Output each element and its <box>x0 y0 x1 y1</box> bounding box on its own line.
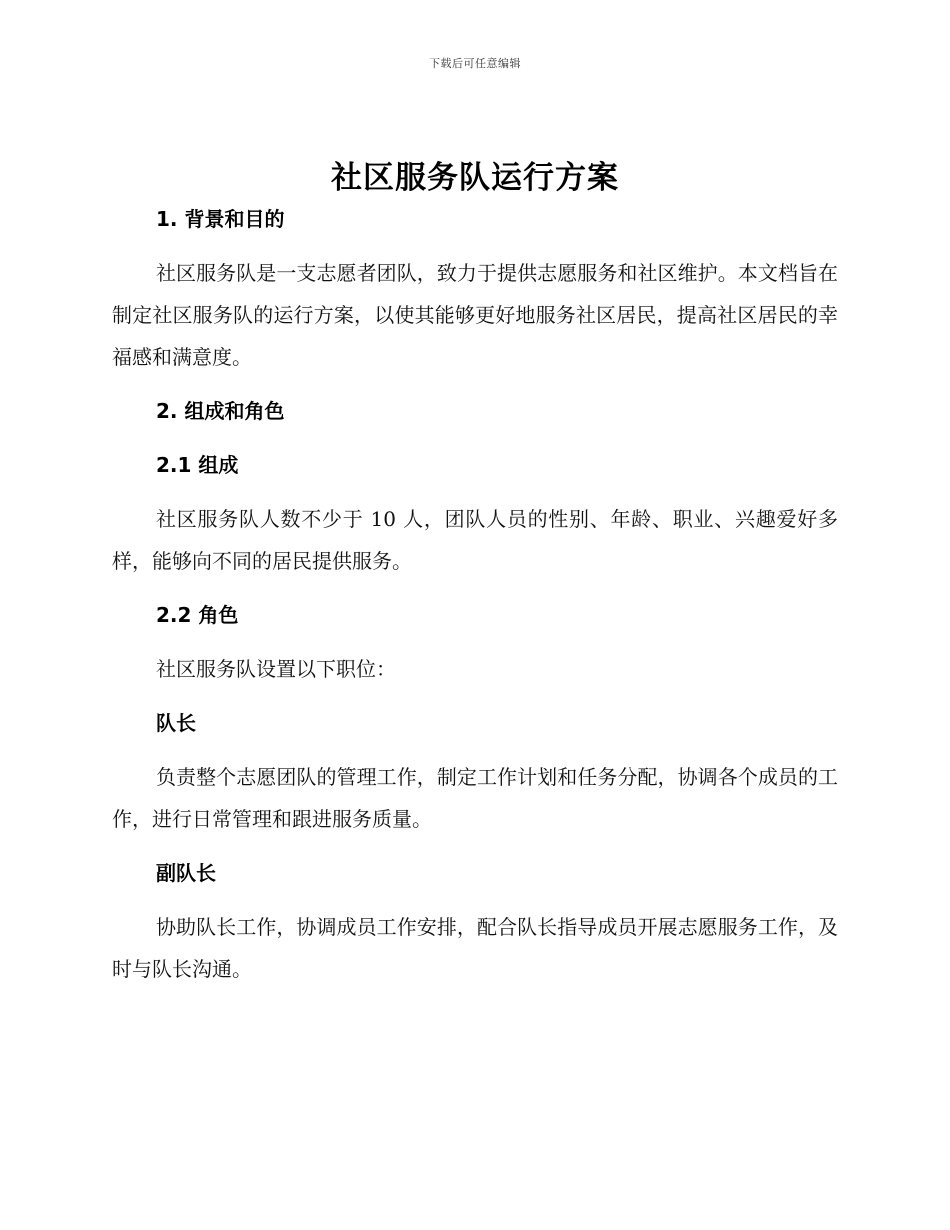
section-body-composition: 社区服务队人数不少于 10 人，团队人员的性别、年龄、职业、兴趣爱好多样，能够向不同的居民提供服务。 <box>112 507 838 573</box>
section-heading-roles: 2.2 角色 <box>156 603 239 627</box>
role-heading-leader: 队长 <box>156 711 196 735</box>
section-heading-composition-roles: 2. 组成和角色 <box>156 399 285 423</box>
role-body-leader: 负责整个志愿团队的管理工作，制定工作计划和任务分配，协调各个成员的工作，进行日常管理和跟进服务质量。 <box>112 765 838 831</box>
document-body <box>112 198 838 990</box>
document-title: 社区服务队运行方案 <box>331 160 619 196</box>
section-heading-background: 1. 背景和目的 <box>156 207 285 231</box>
header-note: 下载后可任意编辑 <box>429 57 521 70</box>
role-body-deputy-leader: 协助队长工作，协调成员工作安排，配合队长指导成员开展志愿服务工作，及时与队长沟通。 <box>112 915 838 981</box>
section-body-roles: 社区服务队设置以下职位： <box>156 657 396 681</box>
section-body-background: 社区服务队是一支志愿者团队，致力于提供志愿服务和社区维护。本文档旨在制定社区服务队的运行方案，以使其能够更好地服务社区居民，提高社区居民的幸福感和满意度。 <box>112 261 838 369</box>
section-heading-composition: 2.1 组成 <box>156 453 239 477</box>
role-heading-deputy-leader: 副队长 <box>156 861 216 885</box>
